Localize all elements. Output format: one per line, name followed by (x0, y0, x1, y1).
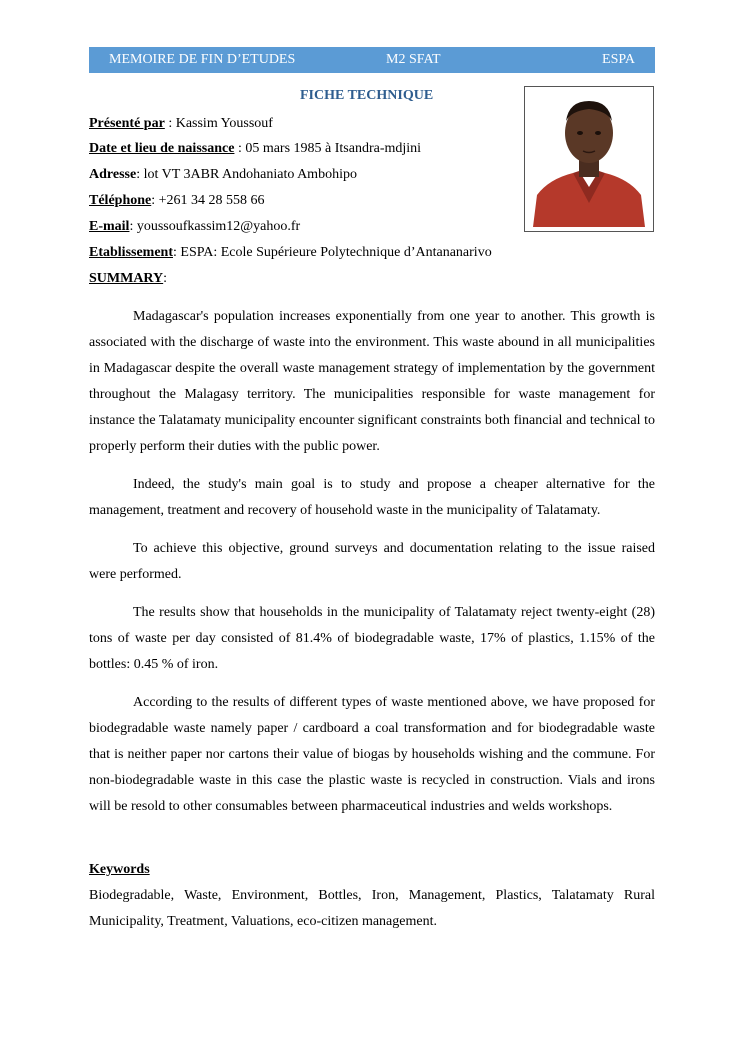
info-label: Téléphone (89, 193, 152, 208)
info-value: : 05 mars 1985 à Itsandra-mdjini (234, 141, 422, 156)
info-label: Présenté par (89, 116, 165, 131)
summary-paragraph: According to the results of different types of waste mentioned above, we have proposed for biodegradable waste namely paper / cardboard a coal transformation and for biodegradable waste that is neither paper nor cartons their value of biogas by households wishing and the commune. For non-biodegradable waste in this case the plastic waste is recycled in construction. Vials and irons will be resold to other consumables between pharmaceutical industries and welds workshops. (89, 695, 655, 814)
info-institution (89, 244, 492, 262)
info-presented-by (89, 115, 273, 133)
keywords-text: Biodegradable, Waste, Environment, Bottles, Iron, Management, Plastics, Talatamaty Rural Municipality, Treatment, Valuations, eco-citizen management. (89, 888, 655, 929)
info-value: : Kassim Youssouf (164, 116, 273, 131)
header-bar (89, 47, 655, 73)
info-label: Date et lieu de naissance (89, 141, 235, 156)
info-value: : ESPA: Ecole Supérieure Polytechnique d’Antananarivo (173, 245, 492, 260)
summary-heading (89, 270, 167, 288)
info-label: Etablissement (89, 245, 173, 260)
fiche-title: FICHE TECHNIQUE (300, 88, 434, 103)
info-address (89, 166, 357, 184)
info-value: : youssoufkassim12@yahoo.fr (129, 219, 301, 234)
header-left-text: MEMOIRE DE FIN D’ETUDES (109, 52, 296, 67)
profile-photo (524, 86, 654, 232)
summary-paragraph: To achieve this objective, ground surveys and documentation relating to the issue raised were performed. (89, 541, 655, 582)
info-label: SUMMARY (89, 271, 164, 286)
person-photo-icon (529, 91, 649, 227)
summary-paragraph: The results show that households in the municipality of Talatamaty reject twenty-eight (28) tons of waste per day consisted of 81.4% of biodegradable waste, 17% of plastics, 1.15% of the bottles: 0.45 % of iron. (89, 605, 655, 672)
summary-paragraph: Madagascar's population increases exponentially from one year to another. This growth is associated with the discharge of waste into the environment. This waste abound in all municipalities in Madagascar despite the overall waste management strategy of implementation by the government throughout the Malagasy territory. The municipalities responsible for waste management for instance the Talatamaty municipality encounter significant constraints both financial and technical to properly perform their duties with the public power. (89, 309, 655, 454)
info-email (89, 218, 300, 236)
info-birth (89, 140, 421, 158)
info-value: : +261 34 28 558 66 (151, 193, 265, 208)
summary-paragraph: Indeed, the study's main goal is to study and propose a cheaper alternative for the management, treatment and recovery of household waste in the municipality of Talatamaty. (89, 477, 655, 518)
header-center-text: M2 SFAT (386, 52, 441, 67)
info-value: : lot VT 3ABR Andohaniato Ambohipo (136, 167, 357, 182)
info-label: Adresse (89, 167, 137, 182)
info-value: : (163, 271, 168, 286)
summary-body (89, 304, 655, 832)
keywords-title: Keywords (89, 862, 150, 877)
info-label: E-mail (89, 219, 130, 234)
info-phone (89, 192, 265, 210)
header-right-text: ESPA (602, 52, 635, 67)
